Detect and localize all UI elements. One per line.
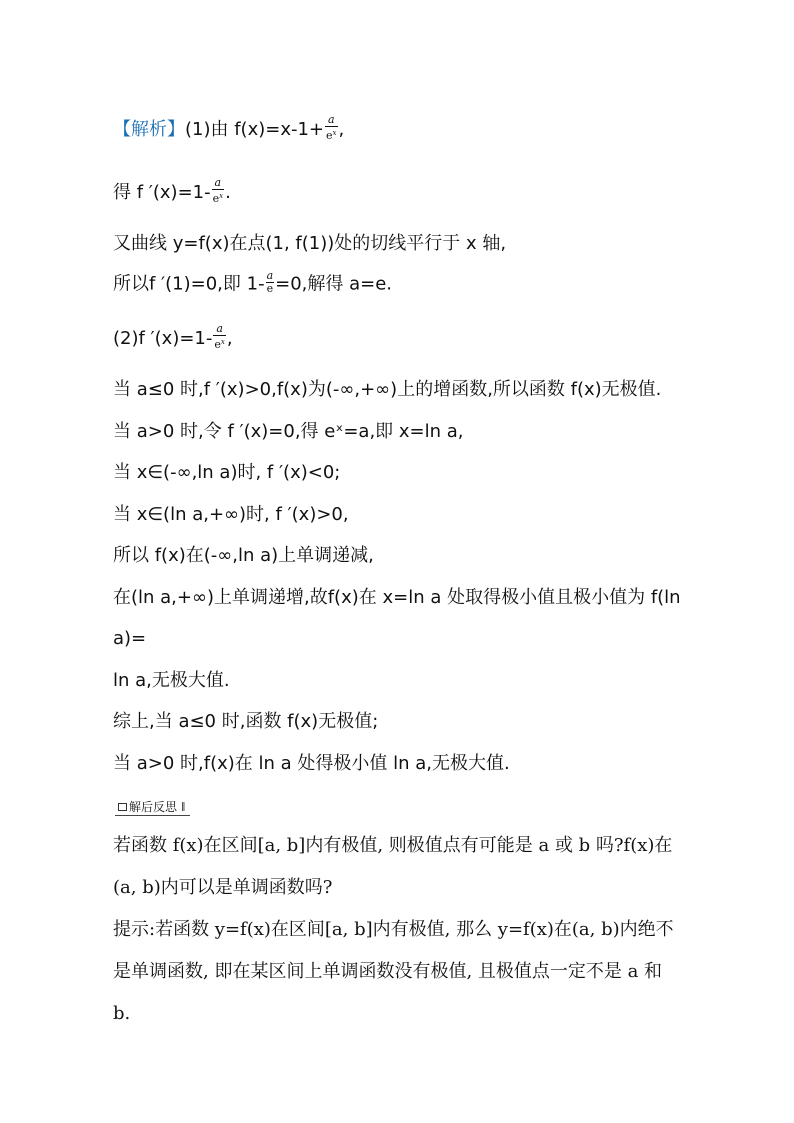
reflection-question-line-2: (a, b)内可以是单调函数吗?: [113, 877, 333, 898]
analysis-tag: 【解析】: [113, 119, 185, 140]
solution-line-5: (2)f ′(x)=1- $\frac{a}{e^x}$ ,: [113, 322, 233, 351]
solution-line-13: ln a,无极大值.: [113, 670, 230, 691]
solution-line-3: 又曲线 y=f(x)在点(1, f(1))处的切线平行于 x 轴,: [113, 233, 507, 254]
solution-line-15: 当 a>0 时,f(x)在 ln a 处得极小值 ln a,无极大值.: [113, 753, 510, 774]
solution-line-7: 当 a>0 时,令 f ′(x)=0,得 eˣ=a,即 x=ln a,: [113, 421, 464, 442]
solution-line-12: a)=: [113, 628, 147, 649]
fraction-a-over-ex: $\frac{a}{e^x}$: [326, 113, 337, 142]
solution-line-9: 当 x∈(ln a,+∞)时, f ′(x)>0,: [113, 504, 349, 525]
fraction-a-over-e: $\frac{a}{e}$: [266, 269, 274, 295]
double-bar-icon: ‖: [181, 802, 186, 812]
solution-line-2: 得 f ′(x)=1- $\frac{a}{e^x}$ .: [113, 176, 231, 205]
solution-line-6: 当 a≤0 时,f ′(x)>0,f(x)为(-∞,+∞)上的增函数,所以函数 f(x)无极值.: [113, 379, 662, 400]
square-icon: [118, 803, 127, 811]
reflection-badge: 解后反思 ‖: [115, 799, 190, 816]
reflection-answer-line-1: 提示:若函数 y=f(x)在区间[a, b]内有极值, 那么 y=f(x)在(a, b)内绝不: [113, 919, 674, 940]
fraction-a-over-ex: $\frac{a}{e^x}$: [212, 176, 224, 205]
fraction-a-over-ex: $\frac{a}{e^x}$: [214, 322, 225, 351]
reflection-question-line-1: 若函数 f(x)在区间[a, b]内有极值, 则极值点有可能是 a 或 b 吗?f(x)在: [113, 835, 673, 856]
solution-line-4: 所以f ′(1)=0,即 1- $\frac{a}{e}$ =0,解得 a=e.: [113, 269, 393, 295]
reflection-answer-line-2: 是单调函数, 即在某区间上单调函数没有极值, 且极值点一定不是 a 和: [113, 961, 663, 982]
solution-line-8: 当 x∈(-∞,ln a)时, f ′(x)<0;: [113, 462, 341, 483]
reflection-answer-line-3: b.: [113, 1003, 131, 1024]
solution-line-1: 【解析】(1)由 f(x)=x-1+ $\frac{a}{e^x}$ ,: [113, 113, 345, 142]
solution-line-11: 在(ln a,+∞)上单调递增,故f(x)在 x=ln a 处取得极小值且极小值为 f(ln: [113, 587, 681, 608]
solution-line-14: 综上,当 a≤0 时,函数 f(x)无极值;: [113, 711, 379, 732]
solution-line-10: 所以 f(x)在(-∞,ln a)上单调递减,: [113, 545, 374, 566]
